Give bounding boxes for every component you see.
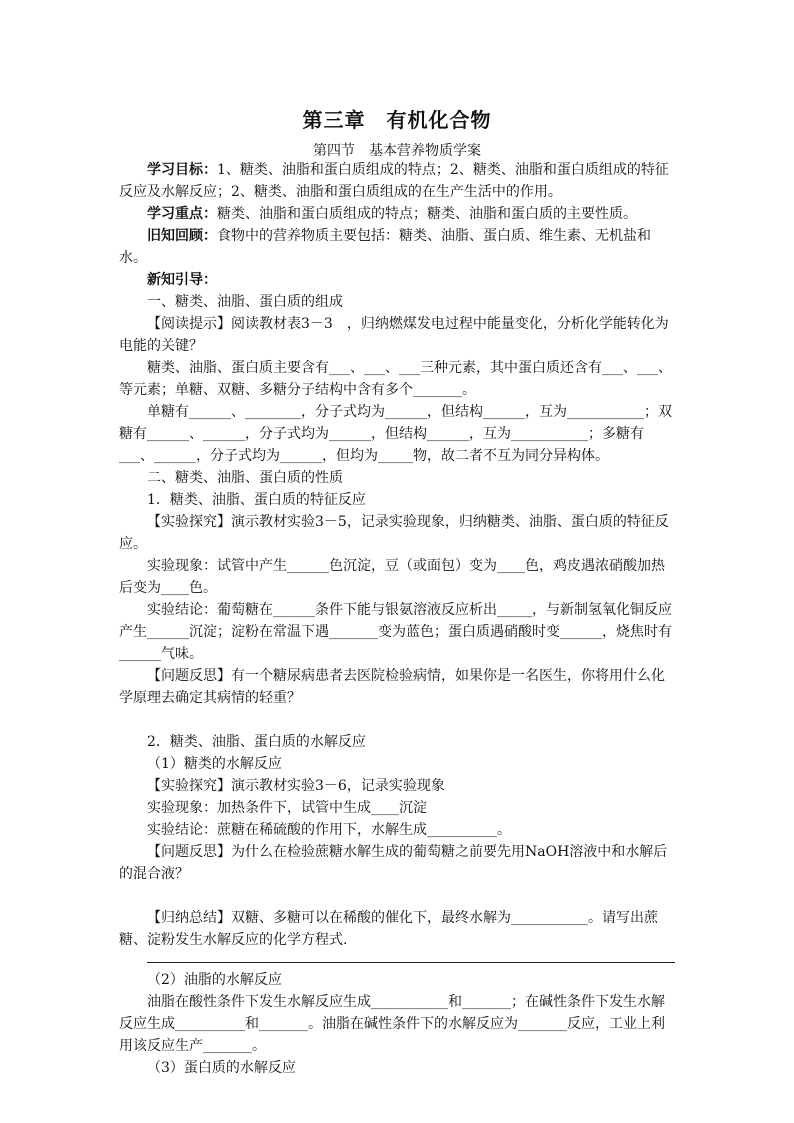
- sugar-types-question: 单糖有______、________，分子式均为______，但结构______，互为___________；双糖有______、______，分子式均为______，但结构______，互为___________；多糖有___、______，分子式均为______，但均为_____物，故二者不互为同分异构体。: [119, 404, 672, 464]
- section-two-heading: 二、糖类、油脂、蛋白质的性质: [147, 470, 343, 486]
- experiment-conclusion-2: 实验结论：蔗糖在稀硫酸的作用下，水解生成__________。: [147, 822, 511, 838]
- section-subtitle: 第四节 基本营养物质学案: [313, 143, 481, 159]
- answer-line: [147, 961, 675, 963]
- experiment-explore-1: 【实验探究】演示教材实验3－5，记录实验现象，归纳糖类、油脂、蛋白质的特征反应。: [119, 514, 669, 552]
- new-knowledge-heading: 新知引导：: [147, 272, 217, 288]
- focus-label: 学习重点：: [147, 206, 217, 222]
- experiment-conclusion-1: 实验结论：葡萄糖在______条件下能与银氨溶液反应析出_____，与新制氢氧化铜反应产生______沉淀；淀粉在常温下遇_______变为蓝色；蛋白质遇硝酸时变______，烧焦时有______气味。: [119, 602, 672, 662]
- reading-tip: 【阅读提示】阅读教材表3－3 ，归纳燃煤发电过程中能量变化，分析化学能转化为电能的关键？: [119, 316, 669, 354]
- section-one-heading: 一、糖类、油脂、蛋白质的组成: [147, 294, 343, 310]
- learning-goals: [119, 159, 675, 203]
- elements-question: 糖类、油脂、蛋白质主要含有___、___、___三种元素，其中蛋白质还含有___、___、等元素；单糖、双糖、多糖分子结构中含有多个_______。: [119, 360, 672, 398]
- protein-hydrolysis-heading: （3）蛋白质的水解反应: [147, 1060, 296, 1076]
- experiment-explore-2: 【实验探究】演示教材实验3－6，记录实验现象: [147, 778, 445, 794]
- prior-review: [119, 225, 675, 269]
- experiment-phenomenon-1: 实验现象：试管中产生______色沉淀，豆（或面包）变为____色，鸡皮遇浓硝酸加热后变为____色。: [119, 558, 665, 596]
- chapter-title: 第三章 有机化合物: [302, 108, 492, 132]
- focus-text: 糖类、油脂和蛋白质组成的特点；糖类、油脂和蛋白质的主要性质。: [217, 206, 637, 222]
- goals-label: 学习目标：: [147, 162, 217, 178]
- document-body: [119, 159, 675, 1079]
- problem-reflection-2: 【问题反思】为什么在检验蔗糖水解生成的葡萄糖之前要先用NaOH溶液中和水解后的混合液？: [119, 844, 668, 882]
- problem-reflection-1: 【问题反思】有一个糖尿病患者去医院检验病情，如果你是一名医生，你将用什么化学原理去确定其病情的轻重？: [119, 668, 665, 706]
- fat-hydrolysis-question: 油脂在酸性条件下发生水解反应生成___________和_______；在碱性条件下发生水解反应生成__________和_______。油脂在碱性条件下的水解反应为_______反应，工业上利用该反应生产_______。: [119, 994, 665, 1054]
- characteristic-reactions-heading: 1．糖类、油脂、蛋白质的特征反应: [147, 492, 366, 508]
- goals-text: 1、糖类、油脂和蛋白质组成的特点；2、糖类、油脂和蛋白质组成的特征反应及水解反应；2、糖类、油脂和蛋白质组成的在生产生活中的作用。: [119, 162, 669, 200]
- hydrolysis-heading: 2．糖类、油脂、蛋白质的水解反应: [147, 734, 366, 750]
- review-text: 食物中的营养物质主要包括：糖类、油脂、蛋白质、维生素、无机盐和水。: [119, 228, 651, 266]
- sugar-hydrolysis-heading: （1）糖类的水解反应: [147, 756, 282, 772]
- experiment-phenomenon-2: 实验现象：加热条件下，试管中生成____沉淀: [147, 800, 427, 816]
- learning-focus: [119, 203, 675, 225]
- review-label: 旧知回顾：: [147, 228, 217, 244]
- summary: 【归纳总结】双糖、多糖可以在稀酸的催化下，最终水解为___________。请写出蔗糖、淀粉发生水解反应的化学方程式.: [119, 910, 658, 948]
- fat-hydrolysis-heading: （2）油脂的水解反应: [147, 972, 282, 988]
